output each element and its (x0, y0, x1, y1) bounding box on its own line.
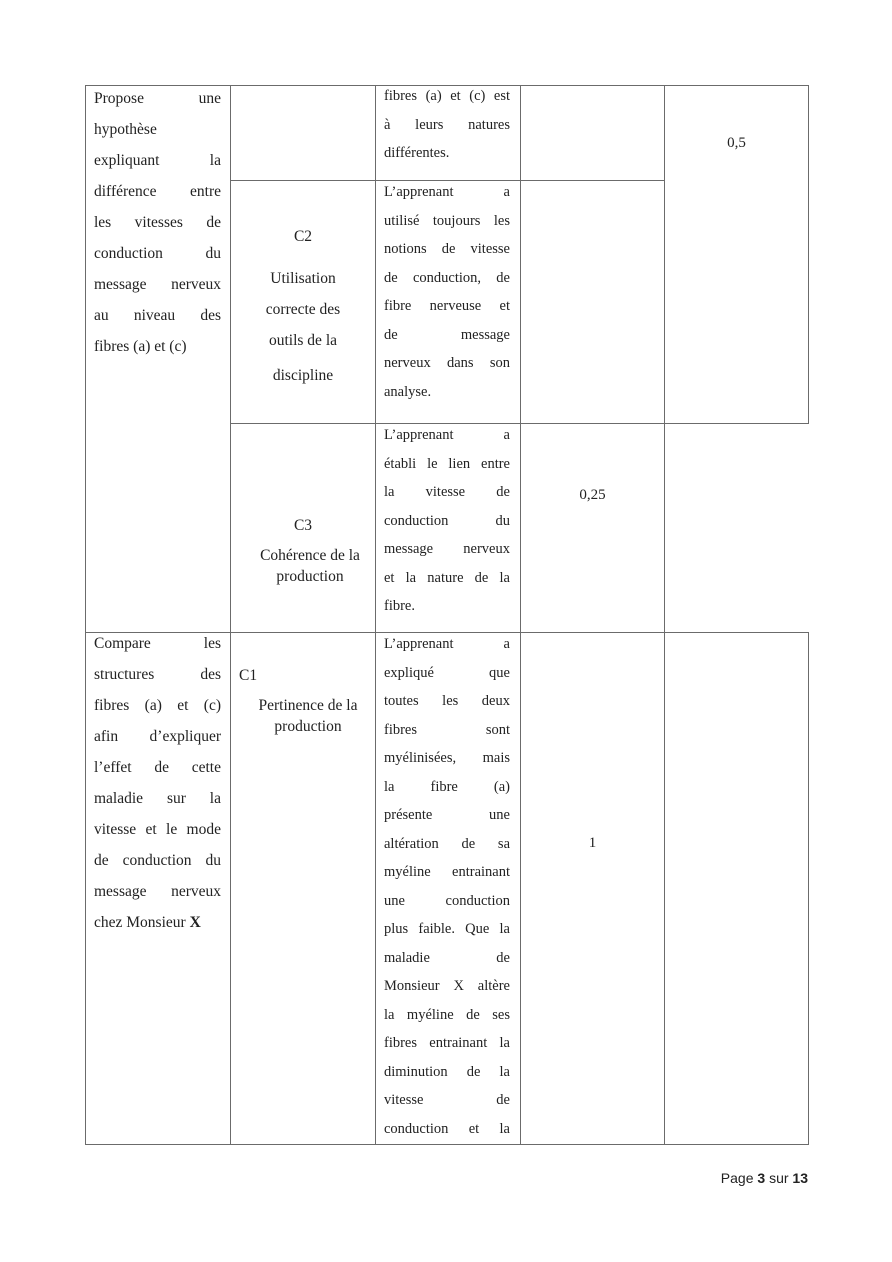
criterion-label (231, 263, 375, 391)
indicator-line: différentes. (384, 145, 450, 161)
criterion-cell (231, 86, 376, 181)
indicator-line: la myéline de ses (384, 1006, 510, 1023)
indicator-line: conduction du (384, 512, 510, 529)
indicator-line: une conduction (384, 892, 510, 909)
criterion-code: C3 (293, 517, 313, 534)
merged-score-cell (665, 86, 809, 424)
task-line: l’effet de cette (94, 759, 221, 776)
criterion-cell (231, 181, 376, 424)
score-cell (521, 633, 665, 1145)
page-number-prefix: Page (720, 1170, 758, 1186)
task-line: Propose une (94, 90, 221, 107)
indicator-cell (376, 633, 521, 1145)
criterion-label (231, 695, 375, 737)
indicator-line: fibre nerveuse et (384, 298, 510, 314)
task-line-text: chez Monsieur (94, 914, 190, 931)
indicator-line: plus faible. Que la (384, 921, 510, 937)
task-cell (86, 633, 231, 1145)
indicator-line: fibres entrainant la (384, 1035, 510, 1051)
indicator-line: expliqué que (384, 664, 510, 681)
task-line: hypothèse (94, 121, 157, 138)
table-row (86, 86, 809, 181)
indicator-line: altération de sa (384, 835, 510, 852)
indicator-line: message nerveux (384, 541, 510, 557)
indicator-line: Monsieur X altère (384, 978, 510, 994)
task-line (94, 907, 221, 938)
criterion-label-line: discipline (272, 367, 334, 384)
criterion-label-line: outils de la (268, 332, 338, 349)
indicator-line: de message (384, 326, 510, 343)
criterion-cell (231, 633, 376, 1145)
assessment-grid-table (85, 85, 809, 1145)
criterion-label-line: production (274, 718, 342, 735)
task-line: différence entre (94, 183, 221, 200)
indicator-line: maladie de (384, 949, 510, 966)
task-line: maladie sur la (94, 790, 221, 807)
page-total: 13 (792, 1170, 808, 1186)
task-line: fibres (a) et (c) (94, 338, 187, 355)
indicator-line: analyse. (384, 383, 432, 400)
indicator-line: la vitesse de (384, 484, 510, 500)
indicator-line: et la nature de la (384, 569, 510, 586)
indicator-line: vitesse de (384, 1092, 510, 1108)
task-line: structures des (94, 666, 221, 683)
task-line-bold: X (189, 914, 201, 931)
criterion-cell (231, 424, 376, 633)
indicator-line: toutes les deux (384, 693, 510, 709)
task-line: au niveau des (94, 307, 221, 324)
indicator-line: présente une (384, 807, 510, 823)
page-number-separator: sur (765, 1170, 793, 1186)
task-cell (86, 86, 231, 633)
indicator-line: à leurs natures (384, 116, 510, 133)
indicator-line: la fibre (a) (384, 778, 510, 795)
indicator-line: myéline entrainant (384, 864, 510, 880)
score-value: 0,25 (579, 487, 606, 503)
indicator-line: myélinisées, mais (384, 750, 510, 766)
criterion-label (231, 545, 375, 587)
indicator-cell (376, 181, 521, 424)
indicator-line: de conduction, de (384, 269, 510, 286)
criterion-label-line: production (276, 568, 344, 585)
merged-score-cell (665, 633, 809, 1145)
task-line: message nerveux (94, 883, 221, 900)
page-number (721, 1170, 808, 1186)
indicator-line: notions de vitesse (384, 241, 510, 257)
indicator-line: établi le lien entre (384, 455, 510, 472)
indicator-line: conduction et la (384, 1120, 510, 1137)
indicator-cell (376, 424, 521, 633)
criterion-code: C2 (293, 228, 313, 245)
task-line: afin d’expliquer (94, 728, 221, 745)
task-line: fibres (a) et (c) (94, 697, 221, 714)
task-line: de conduction du (94, 852, 221, 869)
indicator-line: utilisé toujours les (384, 212, 510, 229)
task-line: vitesse et le mode (94, 821, 221, 838)
score-value: 1 (588, 834, 597, 851)
task-line: Compare les (94, 635, 221, 652)
task-line: les vitesses de (94, 214, 221, 231)
task-line: conduction du (94, 245, 221, 262)
task-line: expliquant la (94, 152, 221, 169)
criterion-code: C1 (239, 667, 258, 684)
indicator-line: fibre. (384, 598, 415, 614)
criterion-label-line: Utilisation (270, 270, 336, 287)
indicator-line: fibres sont (384, 721, 510, 738)
score-value: 0,5 (727, 134, 746, 151)
indicator-line: L’apprenant a (384, 184, 510, 200)
criterion-label-line: correcte des (265, 301, 341, 318)
indicator-line: nerveux dans son (384, 355, 510, 371)
score-cell (521, 181, 665, 424)
indicator-line: L’apprenant a (384, 636, 510, 652)
criterion-label-line: Cohérence de la (260, 547, 360, 564)
score-cell (521, 86, 665, 181)
task-line: message nerveux (94, 276, 221, 293)
indicator-line: fibres (a) et (c) est (384, 88, 510, 104)
indicator-line: L’apprenant a (384, 427, 510, 443)
indicator-cell (376, 86, 521, 181)
page-current: 3 (757, 1170, 766, 1186)
table-row (86, 633, 809, 1145)
indicator-line: diminution de la (384, 1063, 510, 1080)
score-cell (521, 424, 665, 633)
criterion-label-line: Pertinence de la (258, 697, 358, 714)
